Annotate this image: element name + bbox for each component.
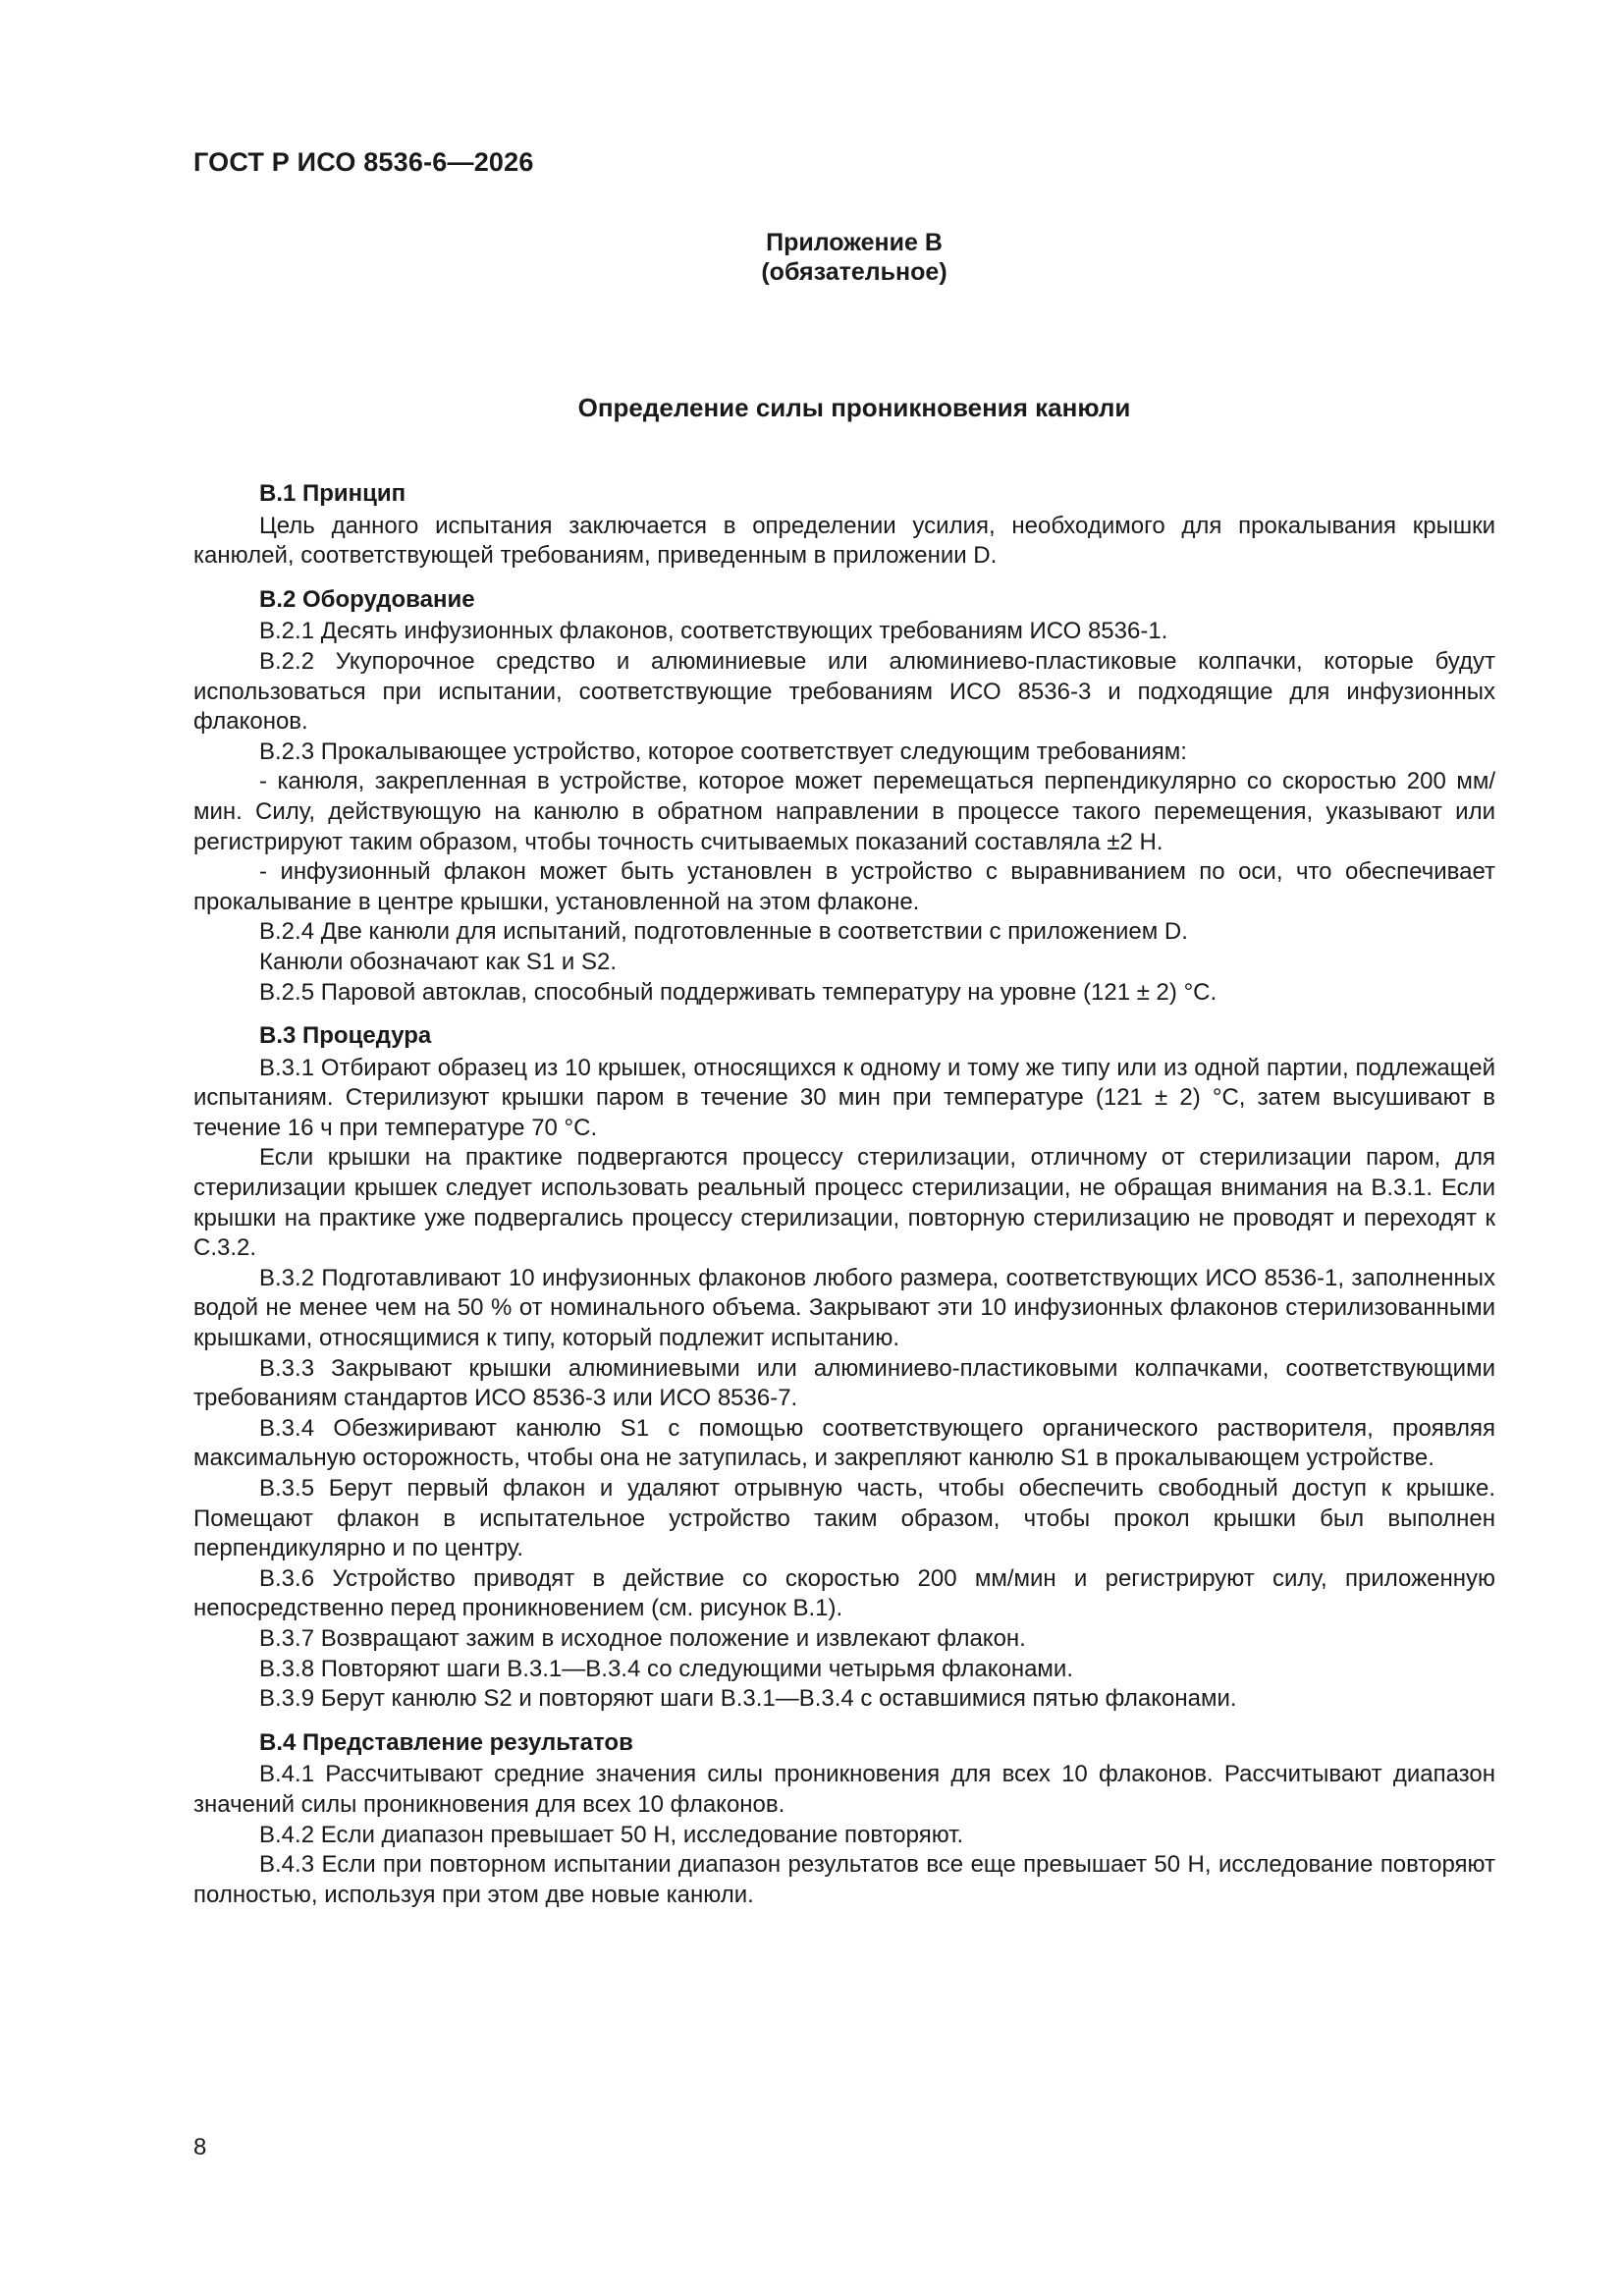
annex-title: Определение силы проникновения канюли <box>577 393 1131 422</box>
paragraph: В.2.2 Укупорочное средство и алюминиевые или алюминиево-пластиковые колпачки, которые будут использоваться при испытании, соответствующие требованиям ИСО 8536-3 и подходящие для инфузионных флаконов. <box>193 647 1495 736</box>
paragraph: В.3.3 Закрывают крышки алюминиевыми или алюминиево-пластиковыми колпачками, соответствующими требованиям стандартов ИСО 8536-3 или ИСО 8536-7. <box>193 1354 1495 1412</box>
paragraph: В.2.3 Прокалывающее устройство, которое соответствует следующим требованиям: <box>259 738 1187 765</box>
paragraph: В.3.1 Отбирают образец из 10 крышек, относящихся к одному и тому же типу или из одной партии, подлежащей испытаниям. Стерилизуют крышки паром в течение 30 мин при температуре (121 ± 2) °С, затем высушивают в течение 16 ч при температуре 70 °С. <box>193 1054 1495 1141</box>
annex-status: (обязательное) <box>761 258 947 286</box>
paragraph: В.3.4 Обезжиривают канюлю S1 с помощью соответствующего органического растворителя, проявляя максимальную осторожность, чтобы она не затупилась, и закрепляют канюлю S1 в прокалывающем устройстве. <box>193 1414 1495 1472</box>
section-heading: В.3 Процедура <box>259 1022 432 1050</box>
paragraph: В.3.9 Берут канюлю S2 и повторяют шаги В.3.1—В.3.4 с оставшимися пятью флаконами. <box>259 1685 1237 1713</box>
section-heading: В.4 Представление результатов <box>259 1728 633 1756</box>
paragraph: В.2.1 Десять инфузионных флаконов, соответствующих требованиям ИСО 8536-1. <box>259 618 1168 645</box>
section-heading: В.2 Оборудование <box>259 585 475 613</box>
paragraph: В.3.7 Возвращают зажим в исходное положение и извлекают флакон. <box>259 1624 1026 1652</box>
paragraph: В.3.8 Повторяют шаги В.3.1—В.3.4 со следующими четырьмя флаконами. <box>259 1655 1073 1682</box>
document-body <box>193 479 1495 1910</box>
annex-label: Приложение В <box>766 229 943 256</box>
paragraph: - инфузионный флакон может быть установлен в устройство с выравниванием по оси, что обеспечивает прокалывание в центре крышки, установленной на этом флаконе. <box>193 858 1495 915</box>
paragraph: В.3.2 Подготавливают 10 инфузионных флаконов любого размера, соответствующих ИСО 8536-1, заполненных водой не менее чем на 50 % от номинального объема. Закрывают эти 10 инфузионных флаконов стерилизованными крышками, относящимися к типу, который подлежит испытанию. <box>193 1264 1495 1352</box>
paragraph: В.2.4 Две канюли для испытаний, подготовленные в соответствии с приложением D. <box>259 918 1188 946</box>
annex-heading <box>0 228 1623 287</box>
section-heading: В.1 Принцип <box>259 480 406 507</box>
page-number: 8 <box>193 2134 207 2160</box>
paragraph: В.4.2 Если диапазон превышает 50 Н, исследование повторяют. <box>259 1821 964 1848</box>
paragraph: В.4.3 Если при повторном испытании диапазон результатов все еще превышает 50 Н, исследование повторяют полностью, используя при этом две новые канюли. <box>193 1851 1495 1908</box>
paragraph: В.3.5 Берут первый флакон и удаляют отрывную часть, чтобы обеспечить свободный доступ к крышке. Помещают флакон в испытательное устройство таким образом, чтобы прокол крышки был выполнен перпендикулярно и по центру. <box>193 1475 1495 1562</box>
paragraph: Если крышки на практике подвергаются процессу стерилизации, отличному от стерилизации паром, для стерилизации крышек следует использовать реальный процесс стерилизации, не обращая внимания на В.3.1. Если крышки на практике уже подвергались процессу стерилизации, повторную стерилизацию не проводят и переходят к С.3.2. <box>193 1144 1495 1262</box>
document-number: ГОСТ Р ИСО 8536-6—2026 <box>193 147 534 177</box>
paragraph: В.3.6 Устройство приводят в действие со скоростью 200 мм/мин и регистрируют силу, приложенную непосредственно перед проникновением (см. рисунок В.1). <box>193 1564 1495 1622</box>
paragraph: Канюли обозначают как S1 и S2. <box>259 948 618 975</box>
paragraph: Цель данного испытания заключается в определении усилия, необходимого для прокалывания крышки канюлей, соответствующей требованиям, приведенным в приложении D. <box>193 512 1495 570</box>
paragraph: В.2.5 Паровой автоклав, способный поддерживать температуру на уровне (121 ± 2) °С. <box>259 978 1217 1006</box>
paragraph: - канюля, закрепленная в устройстве, которое может перемещаться перпендикулярно со скоростью 200 мм/мин. Силу, действующую на канюлю в обратном направлении в процессе такого перемещения, указывают или регистрируют таким образом, чтобы точность считываемых показаний составляла ±2 Н. <box>193 768 1495 855</box>
paragraph: В.4.1 Рассчитывают средние значения силы проникновения для всех 10 флаконов. Рассчитывают диапазон значений силы проникновения для всех 10 флаконов. <box>193 1761 1495 1818</box>
